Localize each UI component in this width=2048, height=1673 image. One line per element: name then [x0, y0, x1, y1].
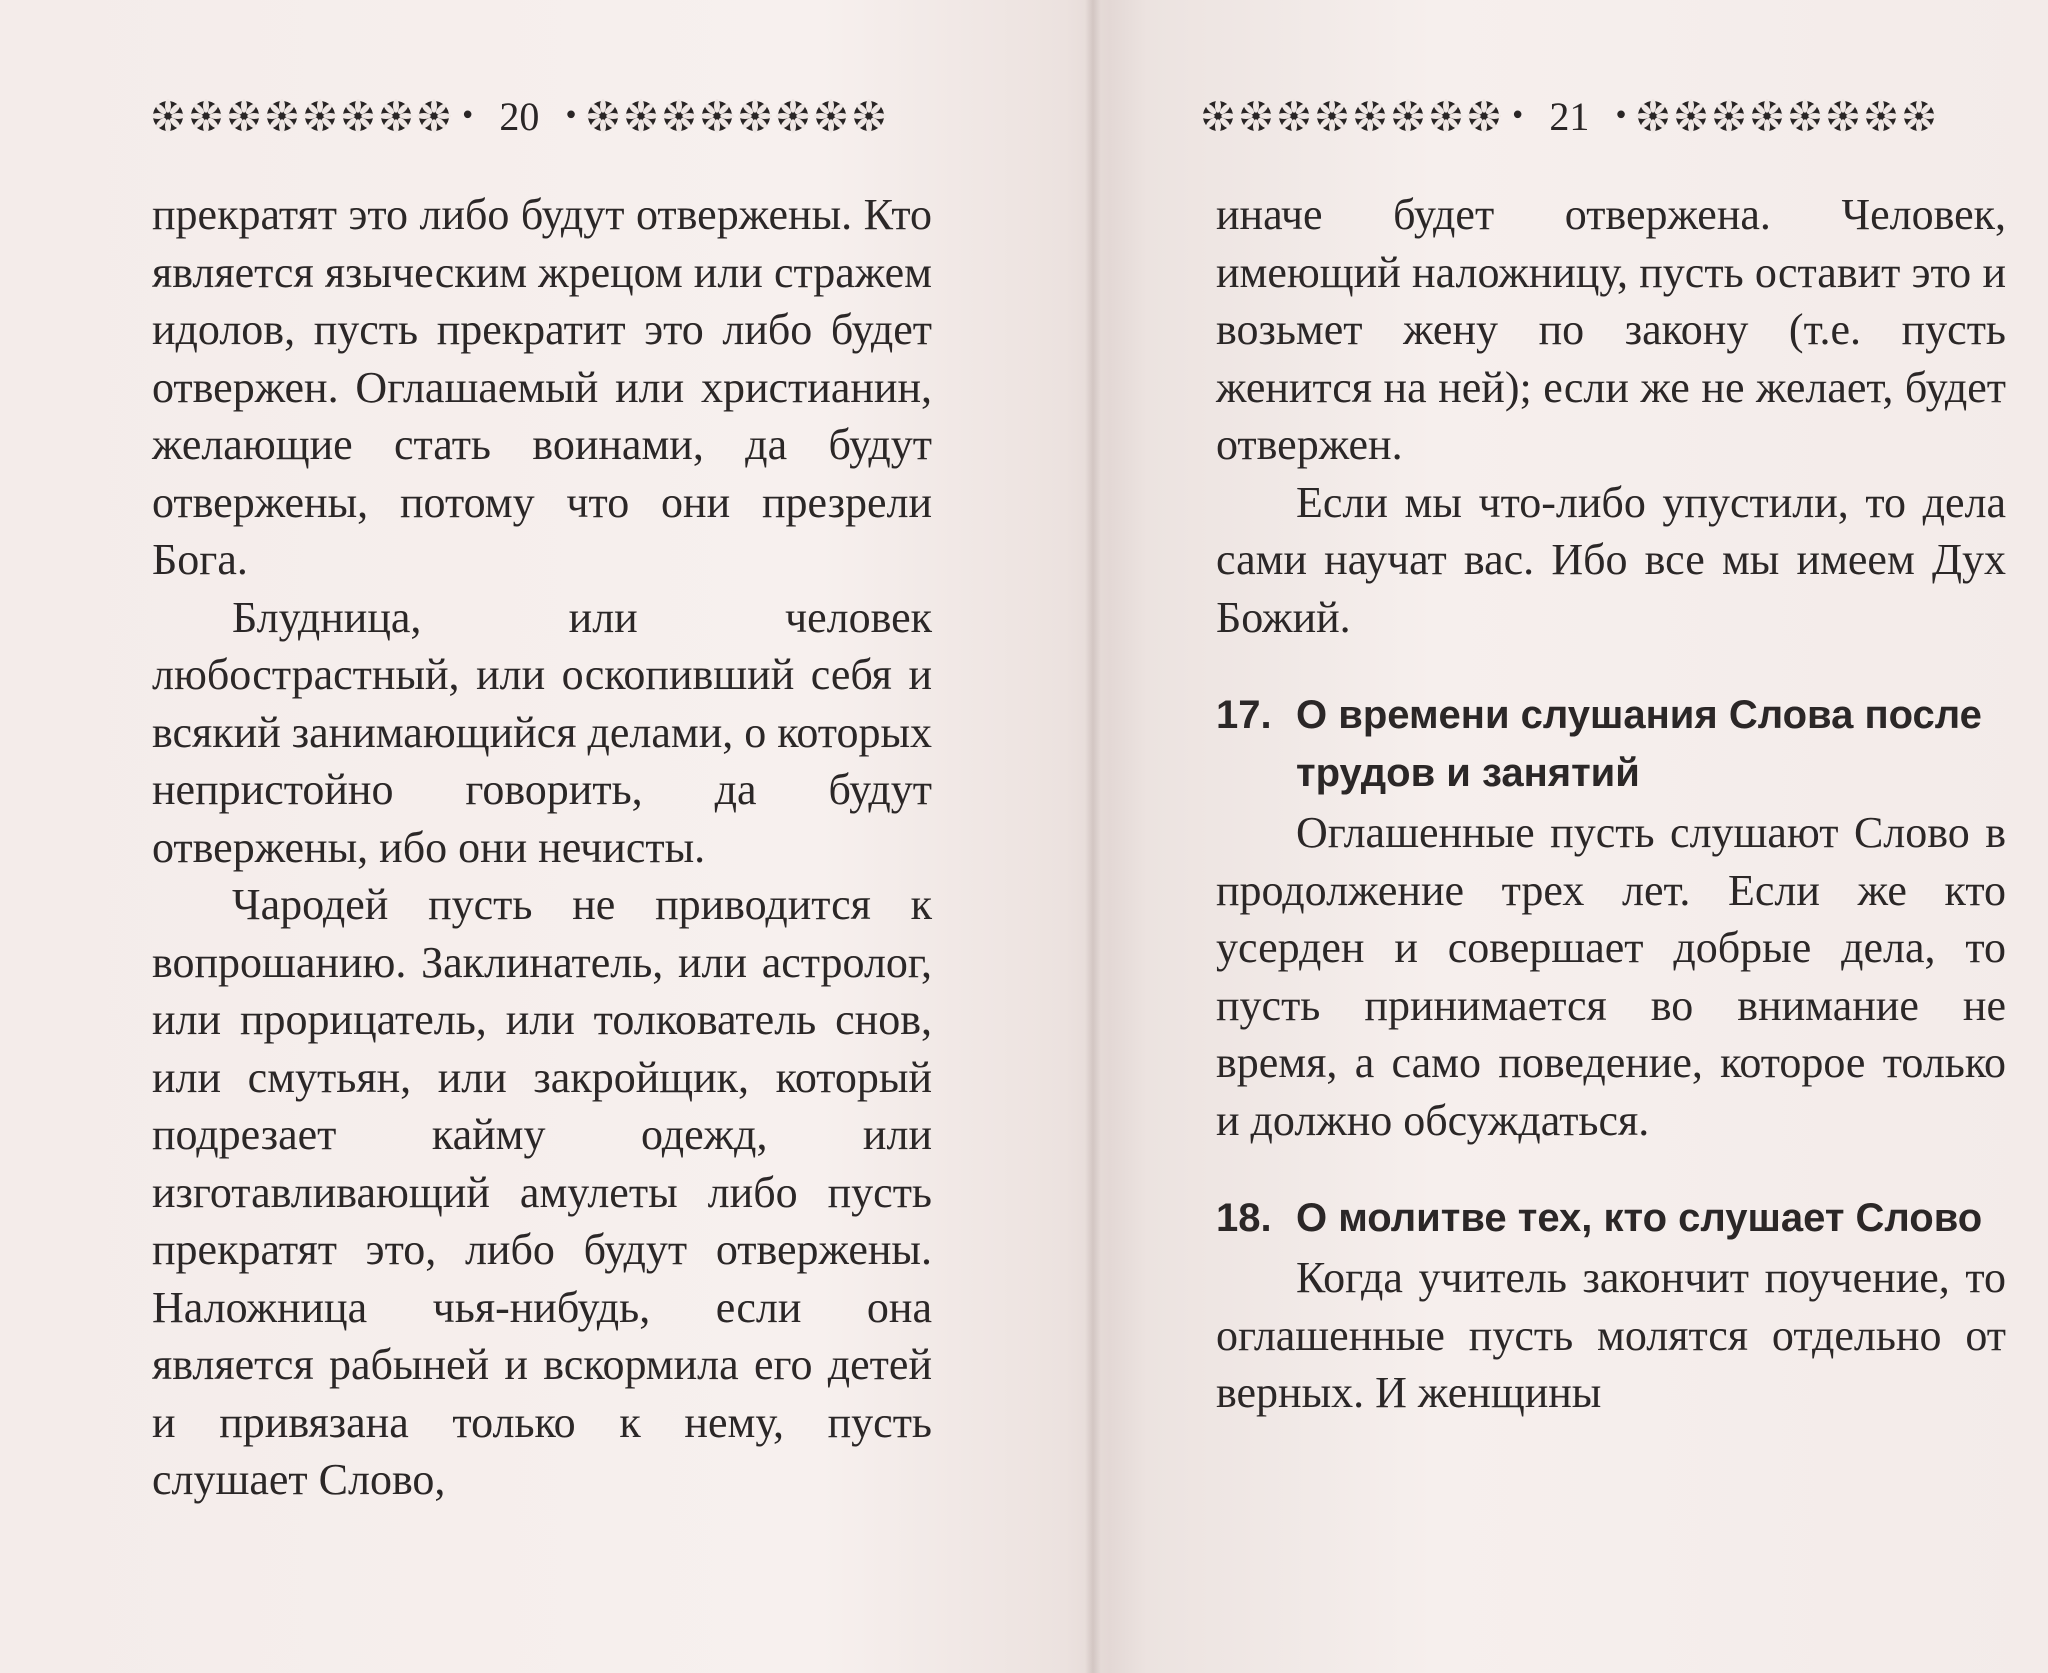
rosette-icon [1749, 98, 1785, 134]
rosette-icon [302, 98, 338, 134]
rosette-icon [699, 98, 735, 134]
paragraph: Когда учитель закончит поучение, то оглашенные пусть молятся отдельно от верных. И женщины [1216, 1253, 2006, 1417]
rosette-icon [775, 98, 811, 134]
rosette-icon [585, 98, 621, 134]
paragraph: Если мы что-либо упустили, то дела сами научат вас. Ибо все мы имеем Дух Божий. [1216, 477, 2006, 642]
paragraph: Чародей пусть не приводится к вопрошанию. Заклинатель, или астролог, или прорицатель, или толкователь снов, или смутьян, или закройщик, который подрезает кайму одежд, или изготавливающий амулеты либо пусть прекратят это, либо будут отвержены. Наложница чья-нибудь, если она является рабыней и вскормила его детей и привязана только к нему, пусть слушает Слово, [152, 880, 932, 1504]
left-body-text [152, 186, 932, 1509]
rosette-icon [851, 98, 887, 134]
ornament-dot: • [1613, 101, 1629, 131]
rosette-icon [150, 98, 186, 134]
paragraph: Блудница, или человек любострастный, или оскопивший себя и всякий занимающийся делами, о которых непристойно говорить, да будут отвержены, ибо они нечисты. [152, 592, 933, 872]
rosette-icon [1200, 98, 1236, 134]
paragraph: Оглашенные пусть слушают Слово в продолжение трех лет. Если же кто усерден и совершает добрые дела, то пусть принимается во внимание не время, а само поведение, которое только и должно обсуждаться. [1216, 808, 2006, 1145]
rosette-icon [1238, 98, 1274, 134]
rosette-icon [1352, 98, 1388, 134]
section-heading [1216, 686, 2006, 802]
section-number: 18. [1216, 1196, 1272, 1240]
ornament-dot: • [460, 101, 476, 131]
section-title: О времени слушания Слова после трудов и занятий [1296, 693, 1982, 795]
left-running-head [150, 88, 950, 144]
right-body-text [1216, 186, 2006, 1422]
rosette-icon [1787, 98, 1823, 134]
rosette-icon [416, 98, 452, 134]
rosette-icon [1428, 98, 1464, 134]
rosette-icon [737, 98, 773, 134]
rosette-icon [226, 98, 262, 134]
left-ornament-after [557, 98, 888, 134]
rosette-icon [1673, 98, 1709, 134]
ornament-dot: • [563, 101, 579, 131]
section-number: 17. [1216, 693, 1272, 737]
right-page [1100, 0, 2048, 1673]
rosette-icon [188, 98, 224, 134]
rosette-icon [813, 98, 849, 134]
right-ornament-before [1200, 98, 1531, 134]
rosette-icon [340, 98, 376, 134]
rosette-icon [661, 98, 697, 134]
paragraph: иначе будет отвержена. Человек, имеющий наложницу, пусть оставит это и возьмет жену по закону (т.е. пусть женится на ней); если же не желает, будет отвержен. [1216, 190, 2006, 469]
section-title: О молитве тех, кто слушает Слово [1296, 1196, 1983, 1240]
ornament-dot: • [1510, 101, 1526, 131]
rosette-icon [378, 98, 414, 134]
rosette-icon [1635, 98, 1671, 134]
rosette-icon [1466, 98, 1502, 134]
right-running-head [1200, 88, 2000, 144]
paragraph: прекратят это либо будут отвержены. Кто является языческим жрецом или стражем идолов, пусть прекратит это либо будет отвержен. Оглашаемый или христианин, желающие стать воинами, да будут отвержены, потому что они презрели Бога. [152, 190, 932, 584]
rosette-icon [1863, 98, 1899, 134]
section-heading [1216, 1189, 2006, 1247]
left-ornament-before [150, 98, 481, 134]
rosette-icon [1314, 98, 1350, 134]
rosette-icon [1276, 98, 1312, 134]
rosette-icon [1901, 98, 1937, 134]
page-number: 21 [1549, 93, 1590, 139]
rosette-icon [623, 98, 659, 134]
rosette-icon [264, 98, 300, 134]
rosette-icon [1390, 98, 1426, 134]
rosette-icon [1711, 98, 1747, 134]
rosette-icon [1825, 98, 1861, 134]
page-number: 20 [499, 93, 540, 139]
right-ornament-after [1607, 98, 1938, 134]
